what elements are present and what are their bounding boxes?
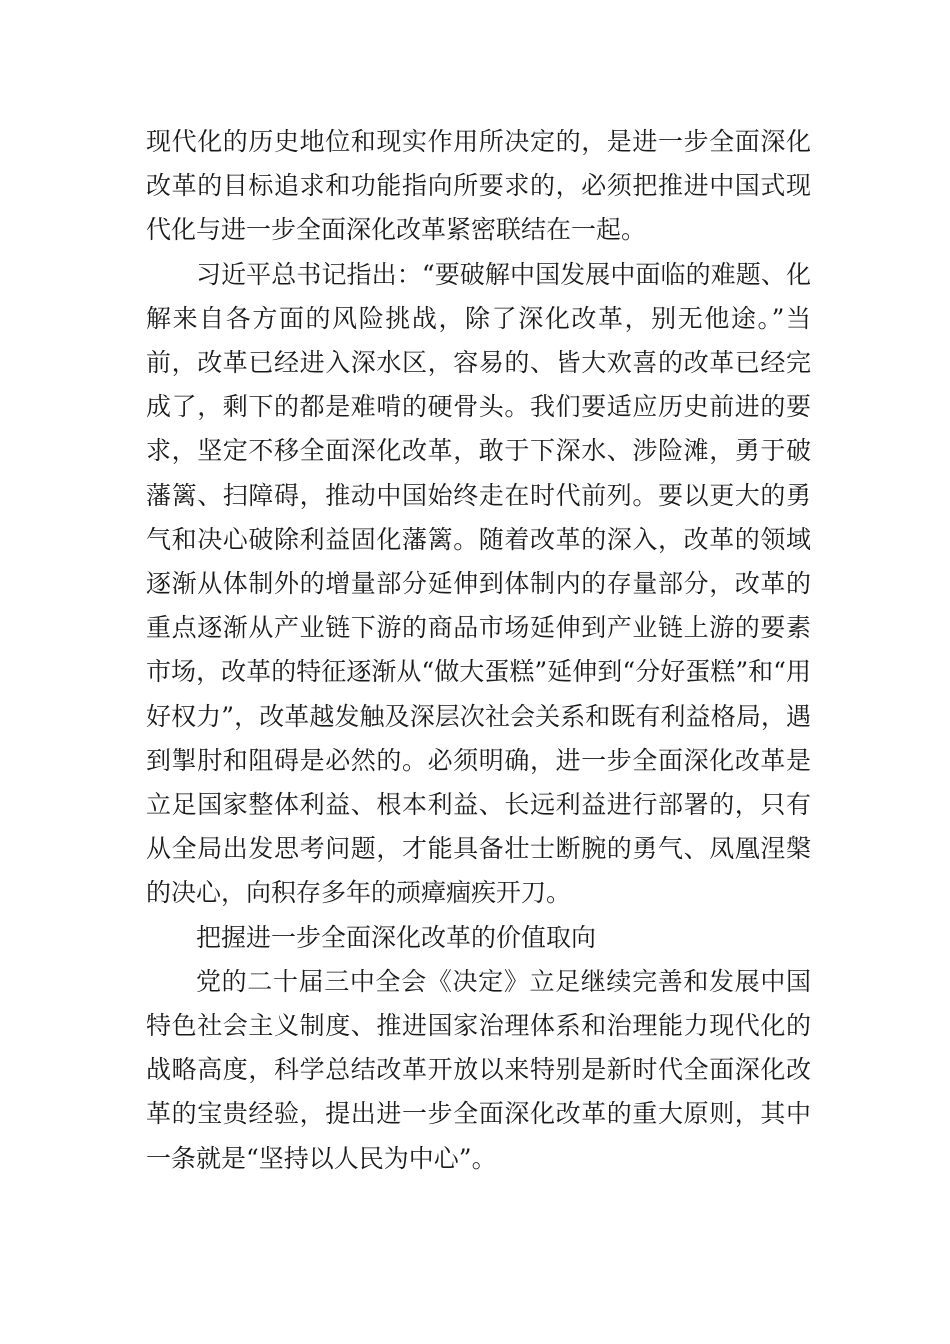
paragraph-reform-necessity: 习近平总书记指出：“要破解中国发展中面临的难题、化解来自各方面的风险挑战，除了深化改革，别无他途。”当前，改革已经进入深水区，容易的、皆大欢喜的改革已经完成了，剩下的都是难啃的硬骨头。我们要适应历史前进的要求，坚定不移全面深化改革，敢于下深水、涉险滩，勇于破藩篱、扫障碍，推动中国始终走在时代前列。要以更大的勇气和决心破除利益固化藩篱。随着改革的深入，改革的领域逐渐从体制外的增量部分延伸到体制内的存量部分，改革的重点逐渐从产业链下游的商品市场延伸到产业链上游的要素市场，改革的特征逐渐从“做大蛋糕”延伸到“分好蛋糕”和“用好权力”，改革越发触及深层次社会关系和既有利益格局，遇到掣肘和阻碍是必然的。必须明确，进一步全面深化改革是立足国家整体利益、根本利益、长远利益进行部署的，只有从全局出发思考问题，才能具备壮士断腕的勇气、凤凰涅槃的决心，向积存多年的顽瘴痼疾开刀。 bbox=[146, 259, 811, 908]
section-heading: 把握进一步全面深化改革的价值取向 bbox=[196, 922, 597, 952]
document-body bbox=[146, 120, 811, 1181]
paragraph-value-orientation: 党的二十届三中全会《决定》立足继续完善和发展中国特色社会主义制度、推进国家治理体系和治理能力现代化的战略高度，科学总结改革开放以来特别是新时代全面深化改革的宝贵经验，提出进一步全面深化改革的重大原则，其中一条就是“坚持以人民为中心”。 bbox=[146, 966, 811, 1173]
paragraph-continuation: 现代化的历史地位和现实作用所决定的，是进一步全面深化改革的目标追求和功能指向所要求的，必须把推进中国式现代化与进一步全面深化改革紧密联结在一起。 bbox=[146, 127, 811, 245]
